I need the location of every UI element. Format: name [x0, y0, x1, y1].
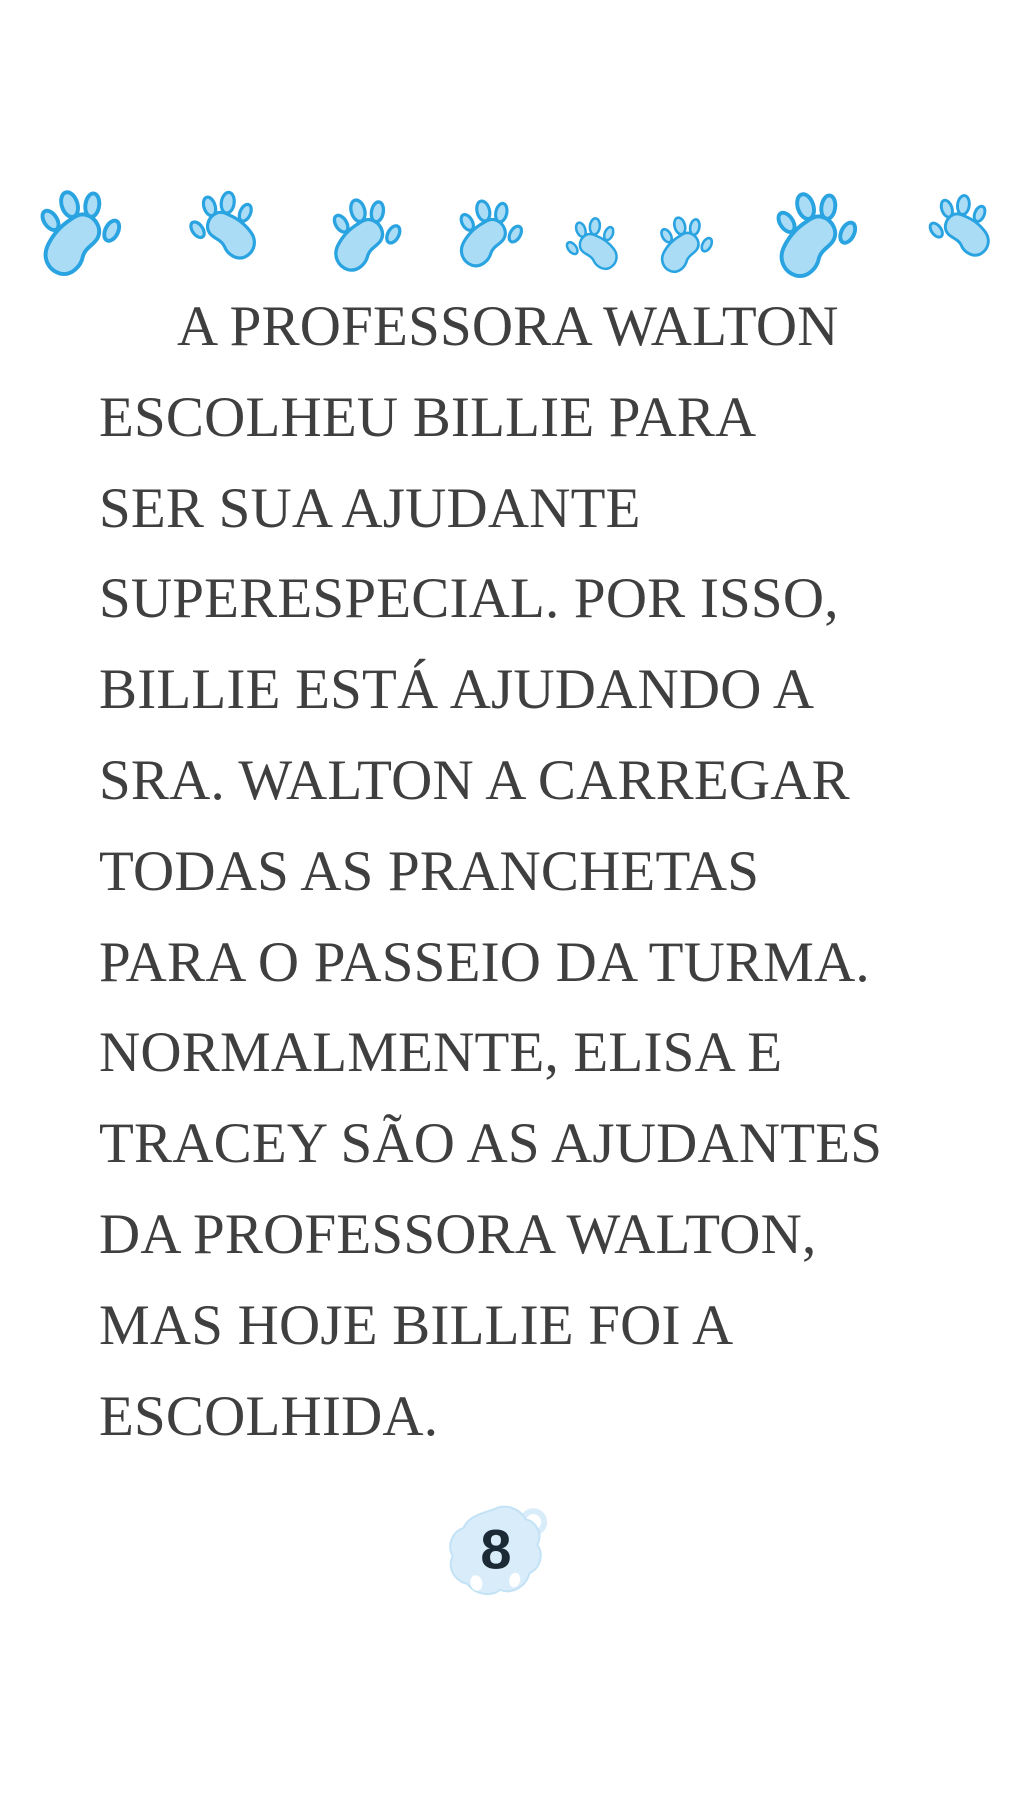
story-line: MAS HOJE BILLIE FOI A: [99, 1293, 734, 1357]
story-line: TRACEY SÃO AS AJUDANTES: [99, 1112, 883, 1176]
paw-print-icon: [652, 208, 720, 276]
paw-print-icon: [451, 191, 532, 272]
story-line: SUPERESPECIAL. POR ISSO,: [99, 567, 839, 631]
story-line: ESCOLHIDA.: [99, 1384, 439, 1448]
story-line: ESCOLHEU BILLIE PARA: [99, 385, 757, 449]
story-line: SER SUA AJUDANTE: [99, 476, 641, 540]
story-line: A PROFESSORA WALTON: [177, 295, 839, 358]
story-text: [99, 282, 959, 1462]
story-line: TODAS AS PRANCHETAS: [99, 839, 760, 903]
paw-print-icon: [179, 181, 264, 266]
story-line: SRA. WALTON A CARREGAR: [99, 748, 850, 812]
paw-print-icon: [27, 175, 135, 283]
story-line: DA PROFESSORA WALTON,: [99, 1202, 817, 1266]
story-line: NORMALMENTE, ELISA E: [99, 1021, 783, 1085]
paw-print-icon: [919, 185, 998, 264]
story-line: BILLIE ESTÁ AJUDANDO A: [99, 658, 815, 722]
page-number: 8: [480, 1517, 512, 1581]
paw-print-icon: [763, 177, 871, 285]
page-number-badge: [437, 1496, 555, 1610]
paw-print-icon: [322, 187, 412, 277]
paw-print-icon: [557, 209, 625, 277]
story-line: PARA O PASSEIO DA TURMA.: [99, 930, 870, 994]
paw-print-row: [0, 0, 1024, 300]
